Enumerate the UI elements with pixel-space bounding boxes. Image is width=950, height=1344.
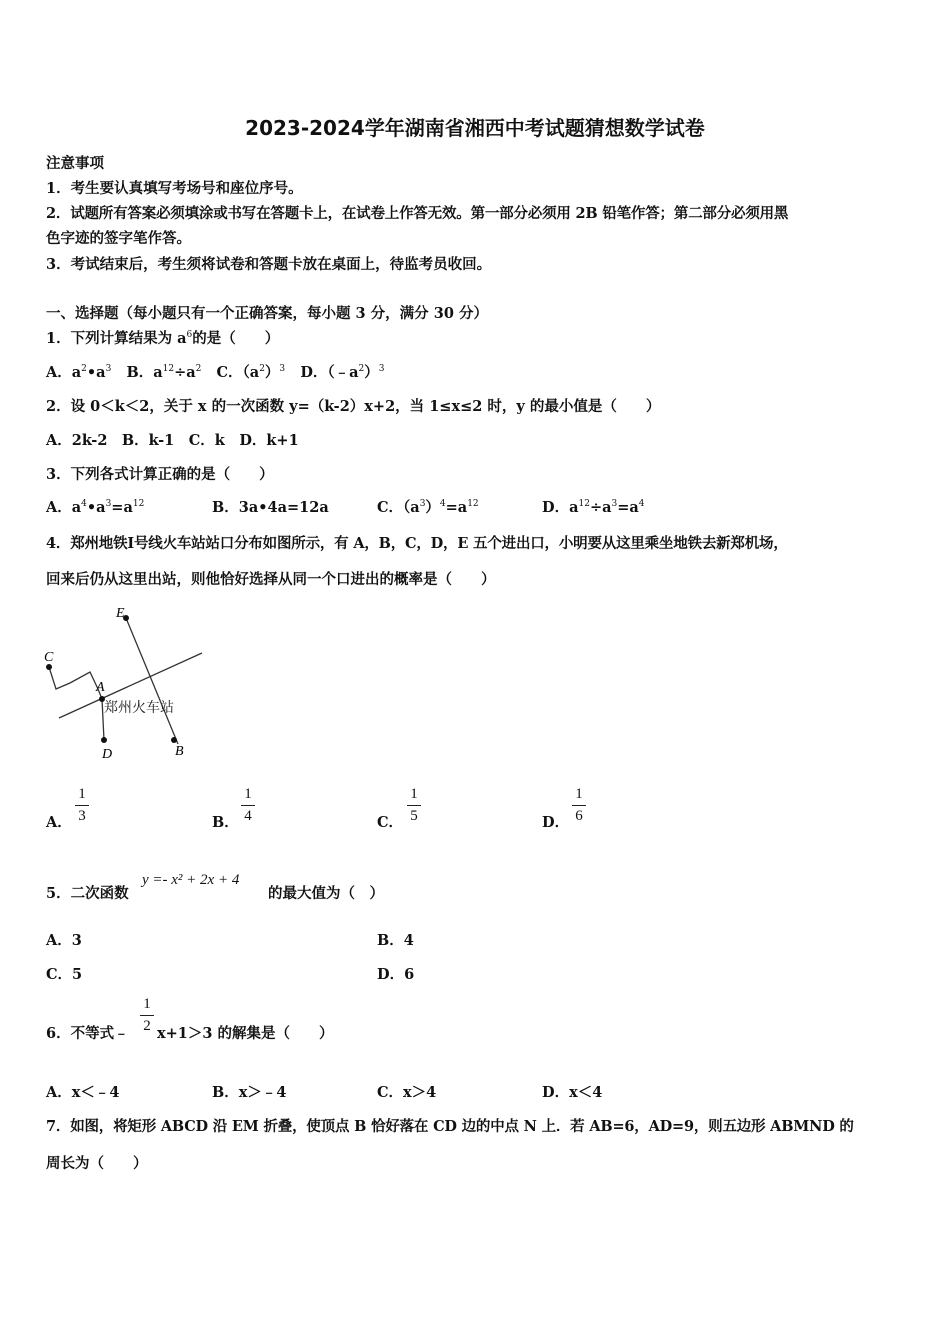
q7-stem-line-1: 7．如图，将矩形 ABCD 沿 EM 折叠，使顶点 B 恰好落在 CD 边的中点 N 上．若 AB=6，AD=9，则五边形 ABMND 的: [46, 1118, 854, 1135]
notice-item-1: 1．考生要认真填写考场号和座位序号。: [46, 180, 303, 197]
section-1-heading: 一、选择题（每小题只有一个正确答案，每小题 3 分，满分 30 分）: [46, 305, 488, 322]
q4-option-d-fraction: 1 6: [572, 786, 586, 825]
q3-option-b: B．3a•4a=12a: [212, 499, 329, 516]
q4-option-b-label: B．: [212, 814, 239, 831]
q5-stem-a: 5．二次函数: [46, 885, 129, 902]
point-d: [101, 737, 107, 743]
q1-option-a: A．$a^2•a^3$: [46, 364, 112, 381]
q5-option-d: D．6: [377, 966, 415, 983]
label-e: E: [116, 606, 125, 621]
q6-option-c: C．x＞4: [377, 1084, 437, 1101]
q1-option-d: D．$(﹣a^2)^3$: [300, 364, 385, 381]
q6-stem-a: 6．不等式﹣: [46, 1025, 129, 1042]
q6-fraction: 1 2: [140, 996, 154, 1035]
notice-item-2-line-2: 色字迹的签字笔作答。: [46, 230, 191, 247]
q4-option-c-fraction: 1 5: [407, 786, 421, 825]
page-title: 2023-2024学年湖南省湘西中考试题猜想数学试卷: [245, 116, 705, 140]
notice-item-2-line-1: 2．试题所有答案必须填涂或书写在答题卡上，在试卷上作答无效。第一部分必须用 2B 铅笔作答；第二部分必须用黑: [46, 205, 789, 222]
q4-option-c-label: C．: [377, 814, 404, 831]
q4-option-a-label: A．: [46, 814, 72, 831]
label-d: D: [102, 747, 113, 762]
q6-option-a: A．x＜﹣4: [46, 1084, 120, 1101]
diagram-line-cd: [49, 667, 104, 740]
label-b: B: [175, 744, 184, 759]
q6-option-d: D．x＜4: [542, 1084, 603, 1101]
notice-item-3: 3．考试结束后，考生须将试卷和答题卡放在桌面上，待监考员收回。: [46, 256, 492, 273]
q6-stem-b: x+1＞3 的解集是（ ）: [157, 1025, 334, 1042]
q4-stem-line-1: 4．郑州地铁Ⅰ号线火车站站口分布如图所示，有 A，B，C，D，E 五个进出口，小明要从这里乘坐地铁去新郑机场，: [46, 535, 788, 552]
q3-option-a: A．$a^4•a^3=a^{12}$: [46, 499, 145, 516]
q5-option-a: A．3: [46, 932, 82, 949]
q5-formula: y =- x² + 2x + 4: [142, 872, 240, 888]
label-a: A: [96, 680, 105, 695]
q1-option-c: C．$(a^2)^3$: [216, 364, 286, 381]
q4-stem-line-2: 回来后仍从这里出站，则他恰好选择从同一个口进出的概率是（ ）: [46, 571, 496, 588]
q4-option-d-label: D．: [542, 814, 570, 831]
q1-stem: 1．下列计算结果为 $a^6$的是（ ）: [46, 330, 280, 347]
q2-options: A．2k-2 B．k-1 C．k D．k+1: [46, 432, 299, 449]
q1-options: [46, 361, 385, 382]
q3-option-c: C．$(a^3)^4=a^{12}$: [377, 499, 479, 516]
label-station: 郑州火车站: [104, 700, 174, 716]
q4-option-b-fraction: 1 4: [241, 786, 255, 825]
q4-option-a-fraction: 1 3: [75, 786, 89, 825]
label-c: C: [44, 650, 54, 665]
q5-option-b: B．4: [377, 932, 414, 949]
station-diagram: [40, 603, 210, 765]
diagram-line-eb: [126, 618, 178, 744]
q6-option-b: B．x＞﹣4: [212, 1084, 287, 1101]
point-b: [171, 737, 177, 743]
q7-stem-line-2: 周长为（ ）: [46, 1155, 148, 1172]
q3-option-d: D．$a^{12}\div a^3=a^4$: [542, 499, 645, 516]
notice-heading: 注意事项: [46, 155, 104, 172]
q1-option-b: B．$a^{12}\div a^2$: [126, 364, 202, 381]
q5-stem-b: 的最大值为（ ）: [268, 885, 384, 902]
q5-option-c: C．5: [46, 966, 83, 983]
q3-stem: 3．下列各式计算正确的是（ ）: [46, 466, 274, 483]
q2-stem: 2．设 0＜k＜2，关于 x 的一次函数 y=（k-2）x+2，当 1≤x≤2 时，y 的最小值是（ ）: [46, 398, 661, 415]
